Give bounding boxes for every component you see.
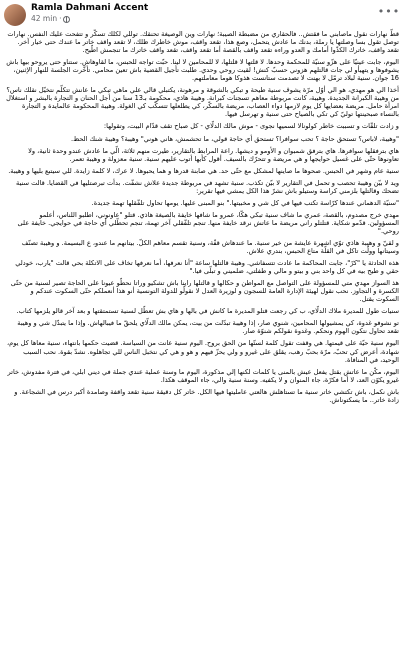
post-meta [31, 3, 379, 24]
post-paragraph: قطّ نهارات نقول ماصابني ما فقتش.. فالحقاري من مضبطة الصيبة؛ نهارات وين الوصيغة تحنقك. توللي لكلك تسكّر و تتفحت عليك النفس. نهارات توصل تقول بسا وصلتها يا رملة، بدنك ما عادش يتحمل، وصع هذا، تقعد واقف، موش خاطرك ظلك، لا تقعد واقف خاتر ما عندك حتى خيار آخر. تقعد واقف، خاترك الكذّوا أمامك و العدو وراءه تقعد واقف بالقصة أما تقعد واقف، تقعد واقف خاترك ما تنجمش اطّيح. [7, 30, 399, 55]
post-paragraph: سنية عام وشهر في الحبس. صحوها ما صاينها لمشكل مع حتّى حد. هي صابنة قدرها و هما يحبوها. لا عرك، لا كلمة زايدة. للي سيتبع بليها و وهيبة. [8, 166, 399, 175]
post-paragraph: باش نكمل، باش تكتشي خاتر سنية ما تستاهلش هالعتي عامليتها فيها الكل. خاتر كل دقيقة سنية تقعد واقفة وصامدة أكبر درس في الشجاعة. و زادة خاتر.. ما يسكتوناش. [14, 387, 399, 404]
post-paragraph: اليوم سنية حيّة على قيمتها. هي وقفت تقول كلمة لستّها من الحق بروح. اليوم سنية عانت من السياسة. قضيت حكمها بانتهاء، سنية معاها كل يوم، شهادة، أعرض كي تحبّ، مرّة بحبّ رهب، يقلق على غيرو و ولي يحزّ فيهم و هو و هي كي نتخبل الناس للي تجاهلوه. نشدّ بقوة. نحب السبب الوحيد، في المنافاة. [7, 339, 399, 364]
post-paragraph: و زادت تلقّات و تسببت خاطر كولونالا لسميها نجوى - موش مالك الدلّاي - كل صباح تقف قدّام البيت، وتقولها: [103, 122, 399, 131]
post-paragraph: اليوم، جابت عينيّا على هزّو سنيّة للمحكمة وحدها. لا قلتها لا قلتلها، لا للمحامين لا لينا. حبّت تواجه للحبس، ما لقاوهاش. ستناو حتى يروحو بيها باش يشوفوها و يتهيأو لي جات قالتلهم هزوني حسبّ كنش! لقيت روحي وحدي. طلبت تأجيل القضية باش تعين محامي. تأخّرت الجلسة للنهار الإثنين، 16 جوان. سنية لبلاد ترمّل لا بهنت لا تصدمت ستانست هذوكا هوما معاملتهم. [6, 58, 399, 83]
separator-dot: · [59, 14, 62, 23]
more-options-button[interactable] [379, 4, 399, 18]
author-name[interactable]: Ramla Dahmani Accent [31, 3, 149, 13]
post-time-row [31, 14, 379, 24]
more-dots-icon: ••• [377, 4, 401, 18]
post-paragraph: سنيات طول للمديرة ملاك الدلّاي، ب كي رجعت قتلو المديرة ما كانش في بالها و هاي بش تعطّل لسنية تستمتقتها و بعد آخر قالو يلزمها كتاب. [16, 307, 399, 316]
post-time[interactable]: 42 min [31, 14, 58, 23]
post-paragraph: أخذا الي هو مهدي، هو الي أوّل مرّة يشوف سنية طيحة و تبكي بالشوقة و مرهونة، يكتبلي قالي علي ماهي تبكي ما عانش تتكلّم نتخيّل نقلك ناس؟ من وهيبة الكبرانة الجديدة. وهيبة، كانت مربوطة معاهم تسجنات كبرانة. وهيبة هاذي، محكومة بـ13 سنا من أجل الحنان و التجارة بالبشر و استغلال امرأة حامل. مريضة بعضايها كل يوم لازمها دواء العصاب، مريضة بالسكّر، كي يطلعلها تتسكّب كي الغولة. وهيبة المحكومة عالمايدة و التجارة بالنساء صبحينتها توليّ كي تكي بالصياح حتى سنية و تهرسل فيها. [6, 86, 399, 119]
post-paragraph: هاي بترفقلها سوافرها. هاي بترفق شمبوان و الأومو و ديشها. راعة المرابط بالتقارير، طيرت منهم ثلاثة، الّي ما عادش عندو وحدة ثانية، ولا تعاونوها حتّى على غسيل حوايجها و هي مريضة و تتحرّك بالسيف. أقول كأيها أتوب عليهم سنية. سنية معزولة و وهيبة تعمر. [28, 146, 399, 163]
post-paragraph: مهدي خرج مصدوم، بالقصة، عمري ما شاف سنية تبكي هكّا، عمرو ما شافها خايفة بالصيغة هاذي. قتلو "عاونوني، اطلبو اللناس، أعلمو المسؤولين. قدّمو شكاية. قتلتلو راني مريضة ما عاتش نرقد خايفة منها. تنجم تلفّقلي آخر تهمة، تنجم تحطّلي أي حاجة في حوايجي. خايفة على روحي." [17, 210, 399, 235]
post-paragraph: تو نشوفو غدوة، كي يمشيولها المحامين، شنوي صار، إذا وهيبة تبدّلت من بيت، يمكن مالك الدلّاي يلحقّ ما فيبالهاش. وإذا ما يتبدّل شي و وهيبة تقعد تحاول نتكون الهوم ونحكم. وغدوة نقولكم شنوّة صار. [17, 319, 399, 336]
post-body [0, 30, 405, 404]
post-paragraph: ويد لا بيّن وهيبة تحصب و تحمل في التقارير لا بيّن تكذب. سنية تشهد في مربوطة جديدة علاش نشفّت. بدأت تبرصتليها في القضايا. قالت سنية تضحك وقالتلها بلزمني كراسة وستيلو باش نشرّ هذا الكل يمشي فيها تقرير: [16, 178, 399, 195]
author-avatar[interactable] [4, 4, 26, 26]
globe-icon [63, 16, 70, 23]
post-paragraph: "سنيّة الدهماني عندها كرّاسة تكتب فيها في كل شي و مخبيتها." بنو المبنى عليها. يومها تحاول تلفّقلها تهمة جديدة. [91, 198, 399, 207]
post-paragraph: اليوم، مكّن ما عاتش بقتل يفعل عيش بالمنى يا كلمات لكنها إلي مذكورة، اليوم ما وسنة عملية عندي جملة في ديني ابلي، في فترة مفدوش، خاتر غيرو يكوّن العد، لا أما فكرّة، جاء المنوان و لا يكفيه. وسنة سنية والي، جاء الموقف هكذا. [7, 367, 399, 384]
post-paragraph: "وهيبة، لاباس؟ تستحق حاجة ؟ تحب سوافرا؟ تستحق أي حاجة قولي، ما تحشمش، هاني هوني" وهيبة؟ وهيبة شنك الحظ. [71, 134, 399, 143]
post-paragraph: و لقيّ و وهيبة هاذي توّي اشهرة عايشة من خير سنية. ما عندهاش قفّة، وسنية تقسم معاهم الكلّ. بيتانهم ما عندو، ع البسيمة. و وهيبة تصنّف وسيتانها وولّت تاكل في القلّة متاع الحبس، بندري علاش. [21, 238, 399, 256]
post-paragraph: هذ السواز مهدي متي للمسؤولة على التواصل مع المواطن و حكالها و قالتلها راينا باش تشكيو وراتا نحطّو عيونا على الحاجة تصير لسنية من حتّى الكسرة و التجاوز. نحب نقول لهيئة الإدارة العامة للسجون و لوزيرة العدل لا نقولّو للدولة التونسية أنو هذا أنعملكم حتّى السكوت عندكم و السكوت يقتل. [10, 279, 399, 304]
post-paragraph: هذه الحادثة يا "كرّ"، جابت المحاكمة ما عادت تتسفاشي. وهيبة قالتلها ساعة "أنا نعرفها، أما نعرفها تخاف على الاتكلة بحي قالت "يارب، خودلي حقي و طيح بيه في كل واحد بني و بيتو و مالي و طفلتي، ضلميني و تبلّى فيا." [15, 259, 399, 276]
post-header [0, 0, 405, 30]
